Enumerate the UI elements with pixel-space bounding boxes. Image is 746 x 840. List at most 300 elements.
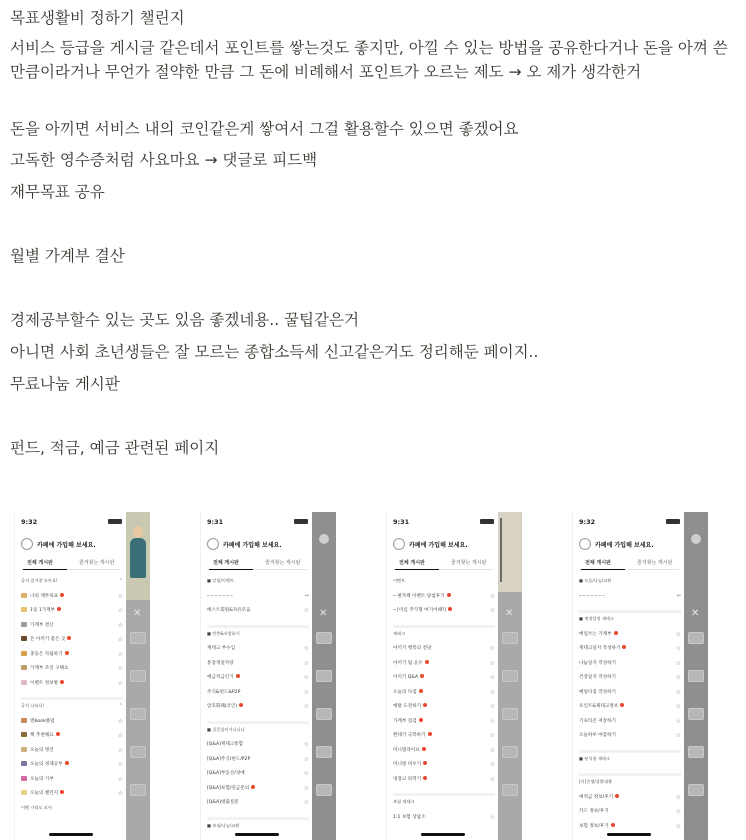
active-tab-indicator <box>581 569 625 571</box>
thumbnail <box>130 632 146 644</box>
board-label: 암호화폐(코인) <box>207 704 238 709</box>
thumbnail <box>316 670 332 682</box>
favorite-star-icon[interactable]: ☆ <box>675 703 681 710</box>
board-label: 재테크 <box>393 630 406 636</box>
note-title: 목표생활비 정하기 챌린지 <box>10 9 185 27</box>
note-economics-study: 경제공부할수 있는 곳도 있음 좋겠네용.. 꿀팁같은거 <box>10 311 359 329</box>
favorite-star-icon[interactable]: ☆ <box>489 607 495 614</box>
profile-icon <box>579 538 591 550</box>
thumbnail <box>502 784 518 796</box>
board-label: [Q&A]재테크통합 <box>207 742 244 747</box>
note-financial-goal: 재무목표 공유 <box>10 183 105 201</box>
tab-favorite-boards[interactable]: 즐겨찾는 게시판 <box>265 560 301 566</box>
tab-favorite-boards[interactable]: 즐겨찾는 게시판 <box>451 560 487 566</box>
board-label: 재테크일지 작성하기 <box>579 646 621 651</box>
collapse-icon[interactable]: ⌃ <box>118 703 123 709</box>
home-indicator <box>49 833 93 836</box>
board-item[interactable] <box>579 631 681 641</box>
screenshot-1 <box>14 512 150 840</box>
favorite-star-icon[interactable]: ☆ <box>303 784 309 792</box>
board-label: [Q&A]부동산/경매 <box>207 771 245 776</box>
section-header <box>393 631 495 641</box>
new-badge-icon <box>419 718 423 722</box>
section-divider <box>579 750 681 753</box>
board-item[interactable] <box>21 622 123 632</box>
new-badge-icon <box>447 593 451 597</box>
section-divider <box>207 625 309 628</box>
favorite-star-icon[interactable]: ☆ <box>489 645 495 652</box>
board-item[interactable] <box>207 770 309 780</box>
new-badge-icon <box>448 607 452 611</box>
board-icon <box>21 732 27 737</box>
board-item[interactable] <box>21 718 123 728</box>
favorite-star-icon[interactable]: ☆ <box>117 592 123 600</box>
tab-all-boards[interactable]: 전체 게시판 <box>585 560 611 566</box>
favorite-star-icon[interactable]: ☆ <box>303 703 309 710</box>
favorite-star-icon[interactable]: ☆ <box>675 630 681 638</box>
favorite-star-icon[interactable]: ☆ <box>117 679 123 687</box>
section-header <box>579 756 681 766</box>
new-badge-icon <box>57 607 61 611</box>
active-tab-indicator <box>209 569 253 571</box>
join-cafe-prompt[interactable]: 카페에 가입해 보세요. <box>595 542 654 549</box>
board-label: 냉장고 파먹기 <box>393 776 422 782</box>
thumbnail <box>130 670 146 682</box>
note-coin: 돈을 아끼면 서비스 내의 코인같은게 쌓여서 그걸 활용할수 있으면 좋겠어요 <box>10 120 519 138</box>
section-header <box>207 578 309 588</box>
favorite-star-icon[interactable]: ☆ <box>303 755 309 763</box>
board-label: 베스트회원&자유모음 <box>207 608 251 613</box>
status-time: 9:32 <box>21 518 38 526</box>
section-header <box>207 823 309 833</box>
new-badge-icon <box>65 761 69 765</box>
board-label: 아끼기 행복의 전당 <box>393 646 432 651</box>
board-tabs <box>579 558 679 570</box>
favorite-star-icon[interactable]: ☆ <box>117 732 123 739</box>
favorite-star-icon[interactable]: ☆ <box>303 741 309 748</box>
board-item[interactable] <box>207 741 309 751</box>
board-item[interactable] <box>393 593 495 603</box>
thumbnail <box>130 746 146 758</box>
board-icon <box>21 718 27 723</box>
tab-all-boards[interactable]: 전체 게시판 <box>213 560 239 566</box>
favorite-star-icon[interactable]: ☆ <box>117 665 123 672</box>
favorite-star-icon[interactable]: ☆ <box>489 761 495 768</box>
favorite-star-icon[interactable]: ☆ <box>675 659 681 667</box>
board-item[interactable] <box>21 790 123 800</box>
board-label: 엔book클럽 <box>30 718 55 724</box>
board-item[interactable] <box>393 747 495 757</box>
board-item[interactable] <box>21 747 123 757</box>
favorite-star-icon[interactable]: ☆ <box>489 659 495 667</box>
new-badge-icon <box>428 732 432 736</box>
new-badge-icon <box>65 651 69 655</box>
board-item[interactable] <box>21 665 123 675</box>
home-indicator <box>235 833 279 836</box>
background-app-peek <box>498 512 522 840</box>
new-badge-icon <box>423 776 427 780</box>
board-label: 주식&펀드&P2P <box>207 689 241 695</box>
board-item[interactable] <box>579 794 681 804</box>
board-item[interactable] <box>579 808 681 818</box>
board-label: 책 추천해요 <box>30 733 54 738</box>
thumbnail <box>688 746 704 758</box>
collapse-icon[interactable]: ⌃ <box>118 578 123 584</box>
board-label: 오늘하루 마감하기 <box>579 733 616 738</box>
board-icon <box>21 607 27 612</box>
board-label: 이벤 가리도 모이 <box>21 804 52 810</box>
favorite-star-icon[interactable]: ☆ <box>675 688 681 696</box>
board-label: 아끼기 Q&A <box>393 675 419 680</box>
favorite-star-icon[interactable]: ☆ <box>675 822 681 830</box>
section-divider <box>393 625 495 628</box>
home-indicator <box>607 833 651 836</box>
board-label: 오늘의 경제공부 <box>30 762 63 767</box>
collapse-icon[interactable]: ↔ <box>676 592 681 599</box>
signal-icon <box>108 519 122 524</box>
board-label: 통장개설자랑 <box>207 660 234 666</box>
board-tabs <box>21 558 121 570</box>
background-app-peek <box>684 512 708 840</box>
thumbnail <box>502 670 518 682</box>
board-label: 재테크 부수입 <box>207 646 236 651</box>
board-label: [Q&A]보험/연금문의 <box>207 785 250 791</box>
board-label: 이벤트 <box>393 578 406 583</box>
board-item[interactable] <box>393 703 495 713</box>
board-label: 공지 나눠요! <box>21 703 45 708</box>
board-label: 나눔일지 작성하기 <box>579 660 616 666</box>
section-divider <box>579 610 681 613</box>
favorite-star-icon[interactable]: ☆ <box>489 717 495 725</box>
favorite-star-icon[interactable]: ☆ <box>117 790 123 797</box>
section-header <box>207 727 309 737</box>
board-label: 오늘의 명언 <box>30 747 54 753</box>
new-badge-icon <box>419 689 423 693</box>
collapse-icon[interactable]: ↔ <box>304 592 309 599</box>
board-item[interactable] <box>393 645 495 655</box>
favorite-star-icon[interactable]: ☆ <box>489 703 495 710</box>
board-item[interactable] <box>393 718 495 728</box>
board-tabs <box>207 558 307 570</box>
profile-icon <box>207 538 219 550</box>
board-label: [이]은행/상환대출 <box>579 779 612 784</box>
section-header <box>393 578 495 588</box>
new-badge-icon <box>611 823 615 827</box>
thumbnail <box>130 784 146 796</box>
new-badge-icon <box>425 660 429 664</box>
thumbnail <box>316 632 332 644</box>
board-item[interactable] <box>579 660 681 670</box>
section-header <box>393 799 495 809</box>
board-tabs <box>393 558 493 570</box>
close-icon[interactable]: ✕ <box>319 608 328 619</box>
profile-icon <box>393 538 405 550</box>
new-badge-icon <box>423 703 427 707</box>
board-label: [Q&A]대출질문 <box>207 800 239 805</box>
board-label: 카드 정보/후기 <box>579 809 609 814</box>
board-icon <box>21 593 27 598</box>
new-badge-icon <box>620 703 624 707</box>
board-label: 오늘의 다짐 <box>393 689 417 695</box>
menu-icon <box>319 534 329 544</box>
board-label: 공지 즐겨찾 모아요! <box>21 578 58 583</box>
favorite-star-icon[interactable]: ☆ <box>117 607 123 614</box>
board-label: ─ 편카페 이벤트 당첨후기 <box>393 593 445 599</box>
board-item[interactable] <box>579 732 681 742</box>
section-header <box>207 631 309 641</box>
favorite-star-icon[interactable]: ☆ <box>303 799 309 806</box>
board-item[interactable] <box>579 718 681 728</box>
board-label: 충동은 자림하기 <box>30 651 63 657</box>
board-item[interactable] <box>393 660 495 670</box>
board-icon <box>21 622 27 627</box>
new-badge-icon <box>56 732 60 736</box>
board-item[interactable] <box>393 814 495 824</box>
close-icon[interactable]: ✕ <box>691 608 700 619</box>
tab-all-boards[interactable]: 전체 게시판 <box>399 560 425 566</box>
favorite-star-icon[interactable]: ☆ <box>489 813 495 821</box>
board-label: 아끼기 팁 공유 <box>393 660 423 666</box>
board-item[interactable] <box>393 776 495 786</box>
join-cafe-prompt[interactable]: 카페에 가입해 보세요. <box>223 542 282 549</box>
board-label: 보험 재테크 <box>393 799 415 804</box>
section-header <box>21 703 123 713</box>
banner-figure <box>130 538 146 578</box>
home-indicator <box>421 833 465 836</box>
signal-icon <box>294 519 308 524</box>
close-icon[interactable]: ✕ <box>505 608 514 619</box>
close-icon[interactable]: ✕ <box>133 608 142 619</box>
board-item[interactable] <box>393 607 495 617</box>
favorite-star-icon[interactable]: ☆ <box>117 775 123 783</box>
board-icon <box>21 651 27 656</box>
thumbnail <box>316 708 332 720</box>
board-item[interactable] <box>579 703 681 713</box>
board-label: 예적금 정보/후기 <box>579 794 614 800</box>
board-label: 오늘의 챌린지 <box>30 791 59 796</box>
active-tab-indicator <box>23 569 67 571</box>
thumbnail <box>502 632 518 644</box>
favorite-star-icon[interactable]: ☆ <box>303 674 309 681</box>
banner-text <box>500 518 520 582</box>
new-badge-icon <box>614 631 618 635</box>
board-item[interactable] <box>21 776 123 786</box>
board-label: 미니멀 비우기 <box>393 762 422 767</box>
board-label: ■ 분석형 재테크 <box>579 755 610 761</box>
note-tax-guide: 아니면 사회 초년생들은 잘 모르는 종합소득세 신고같은거도 정리해둔 페이지.. <box>10 343 539 361</box>
favorite-star-icon[interactable]: ☆ <box>489 775 495 783</box>
new-badge-icon <box>420 674 424 678</box>
thumbnail <box>688 632 704 644</box>
favorite-star-icon[interactable]: ☆ <box>303 770 309 777</box>
board-item[interactable] <box>207 785 309 795</box>
board-label: ■ 보험/나눔/교환 <box>207 822 240 828</box>
favorite-star-icon[interactable]: ☆ <box>489 732 495 739</box>
favorite-star-icon[interactable]: ☆ <box>489 746 495 754</box>
board-label: ─ [이름 추가형 여기어때?] <box>393 608 447 613</box>
favorite-star-icon[interactable]: ☆ <box>675 808 681 815</box>
board-item[interactable] <box>21 607 123 617</box>
favorite-star-icon[interactable]: ☆ <box>117 636 123 643</box>
tab-favorite-boards[interactable]: 즐겨찾는 게시판 <box>637 560 673 566</box>
favorite-star-icon[interactable]: ☆ <box>117 761 123 768</box>
section-divider <box>207 721 309 724</box>
board-label: ■ 모음/나눔/교환 <box>579 578 612 583</box>
board-item[interactable] <box>207 756 309 766</box>
board-label: 가계부 결산 <box>30 622 54 628</box>
section-header <box>21 805 123 815</box>
active-tab-indicator <box>395 569 439 571</box>
favorite-star-icon[interactable]: ☆ <box>303 659 309 667</box>
banner-figure-head <box>133 526 143 538</box>
join-cafe-prompt[interactable]: 카페에 가입해 보세요. <box>37 542 96 549</box>
board-item[interactable] <box>21 761 123 771</box>
board-label: 1일 1가계부 <box>30 608 56 613</box>
background-app-peek <box>126 512 150 840</box>
board-label: 건강일지 작성하기 <box>579 675 616 680</box>
section-divider <box>207 817 309 820</box>
board-item[interactable] <box>207 799 309 809</box>
screenshot-2 <box>200 512 336 840</box>
board-item[interactable] <box>393 732 495 742</box>
board-label: 포인트&제테크정보 <box>579 704 619 709</box>
board-icon <box>21 790 27 795</box>
board-label: 가계부 점검 <box>393 718 417 724</box>
favorite-star-icon[interactable]: ☆ <box>675 717 681 725</box>
new-badge-icon <box>60 790 64 794</box>
section-divider <box>579 773 681 776</box>
thumbnail <box>688 784 704 796</box>
status-time: 9:31 <box>393 518 410 526</box>
note-monthly-ledger: 월별 가계부 결산 <box>10 247 125 265</box>
section-header <box>579 616 681 626</box>
thumbnail <box>316 746 332 758</box>
screenshot-4 <box>572 512 708 840</box>
board-item[interactable] <box>207 660 309 670</box>
board-label: 돈 아끼기 좋은 곳 <box>30 637 66 642</box>
new-badge-icon <box>67 636 71 640</box>
favorite-star-icon[interactable]: ☆ <box>303 645 309 652</box>
board-icon <box>21 636 27 641</box>
thumbnail <box>688 670 704 682</box>
board-item[interactable] <box>579 674 681 684</box>
favorite-star-icon[interactable]: ☆ <box>117 717 123 725</box>
board-icon <box>21 665 27 670</box>
favorite-star-icon[interactable]: ☆ <box>675 732 681 739</box>
board-item[interactable] <box>21 732 123 742</box>
thumbnail <box>316 784 332 796</box>
board-item[interactable] <box>579 645 681 655</box>
board-item[interactable] <box>21 593 123 603</box>
join-cafe-prompt[interactable]: 카페에 가입해 보세요. <box>409 542 468 549</box>
note-free-sharing: 무료나눔 게시판 <box>10 375 120 393</box>
board-item[interactable] <box>207 645 309 655</box>
board-label: ■ 질문있어거나나나 <box>207 726 245 732</box>
thumbnail <box>130 708 146 720</box>
new-badge-icon <box>60 593 64 597</box>
favorite-star-icon[interactable]: ☆ <box>117 746 123 754</box>
profile-icon <box>21 538 33 550</box>
favorite-star-icon[interactable]: ☆ <box>489 674 495 681</box>
board-label: ■ 재정설정 재테크 <box>579 616 614 621</box>
board-item[interactable] <box>393 674 495 684</box>
board-label: 짠테기 극복하기 <box>393 733 426 738</box>
favorite-star-icon[interactable]: ☆ <box>117 621 123 629</box>
thumbnail <box>502 708 518 720</box>
note-receipt: 고독한 영수증처럼 사요마요 → 댓글로 피드백 <box>10 151 318 169</box>
thumbnail <box>502 746 518 758</box>
cafe-banner-art <box>498 512 522 592</box>
note-funds: 펀드, 적금, 예금 관련된 페이지 <box>10 439 220 457</box>
board-item[interactable] <box>207 607 309 617</box>
favorite-star-icon[interactable]: ☆ <box>303 688 309 696</box>
new-badge-icon <box>423 761 427 765</box>
status-time: 9:32 <box>579 518 596 526</box>
board-label: ─ ─ ─ ─ ─ ─ ─ <box>207 592 233 598</box>
favorite-star-icon[interactable]: ☆ <box>489 592 495 600</box>
board-label: 보험 정보/후기 <box>579 823 609 829</box>
board-label: 오늘의 기부 <box>30 776 54 782</box>
section-header <box>579 779 681 789</box>
board-label: ■ 알림/이벤트 <box>207 578 234 583</box>
board-icon <box>21 776 27 781</box>
favorite-star-icon[interactable]: ☆ <box>675 793 681 801</box>
board-item[interactable] <box>207 703 309 713</box>
favorite-star-icon[interactable]: ☆ <box>489 688 495 696</box>
section-header <box>579 578 681 588</box>
section-divider <box>21 697 123 700</box>
board-item[interactable] <box>21 680 123 690</box>
board-label: ■ 던충&자랑하기 <box>207 630 240 636</box>
screenshot-3 <box>386 512 522 840</box>
board-icon <box>21 747 27 752</box>
status-time: 9:31 <box>207 518 224 526</box>
tab-all-boards[interactable]: 전체 게시판 <box>27 560 53 566</box>
board-label: 매일쓰는 가계부 <box>579 631 612 637</box>
board-label: 예탈 도전하기 <box>393 704 422 709</box>
new-badge-icon <box>239 703 243 707</box>
board-item[interactable] <box>21 636 123 646</box>
new-badge-icon <box>422 747 426 751</box>
board-item[interactable] <box>21 651 123 661</box>
background-app-peek <box>312 512 336 840</box>
board-label: 기프티콘 저장하기 <box>579 718 616 724</box>
note-point-system: 서비스 등급을 게시글 같은데서 포인트를 쌓는것도 좋지만, 아낄 수 있는 방법을 공유한다거나 돈을 아껴 쓴 만큼이라거나 무언가 절약한 만큼 그 돈에 비례해서 포인트가 오르는 제도 → 오 제가 생각한거 <box>10 39 728 81</box>
board-item[interactable] <box>393 761 495 771</box>
favorite-star-icon[interactable]: ☆ <box>117 650 123 658</box>
section-header <box>579 593 681 603</box>
board-icon <box>21 761 27 766</box>
board-item[interactable] <box>393 689 495 699</box>
signal-icon <box>666 519 680 524</box>
new-badge-icon <box>60 680 64 684</box>
board-item[interactable] <box>207 674 309 684</box>
board-item[interactable] <box>207 689 309 699</box>
board-label: 가계부 조언 구해요 <box>30 666 69 671</box>
favorite-star-icon[interactable]: ☆ <box>303 607 309 614</box>
favorite-star-icon[interactable]: ☆ <box>675 645 681 652</box>
section-divider <box>393 793 495 796</box>
board-label: 매일다짐 작성하기 <box>579 689 616 695</box>
board-label: 1:1 보험 상담소 <box>393 814 426 820</box>
board-item[interactable] <box>579 689 681 699</box>
board-label: 미니멀라이프 <box>393 747 420 753</box>
new-badge-icon <box>615 794 619 798</box>
tab-favorite-boards[interactable]: 즐겨찾는 게시판 <box>79 560 115 566</box>
board-item[interactable] <box>579 823 681 833</box>
thumbnail <box>688 708 704 720</box>
favorite-star-icon[interactable]: ☆ <box>675 674 681 681</box>
